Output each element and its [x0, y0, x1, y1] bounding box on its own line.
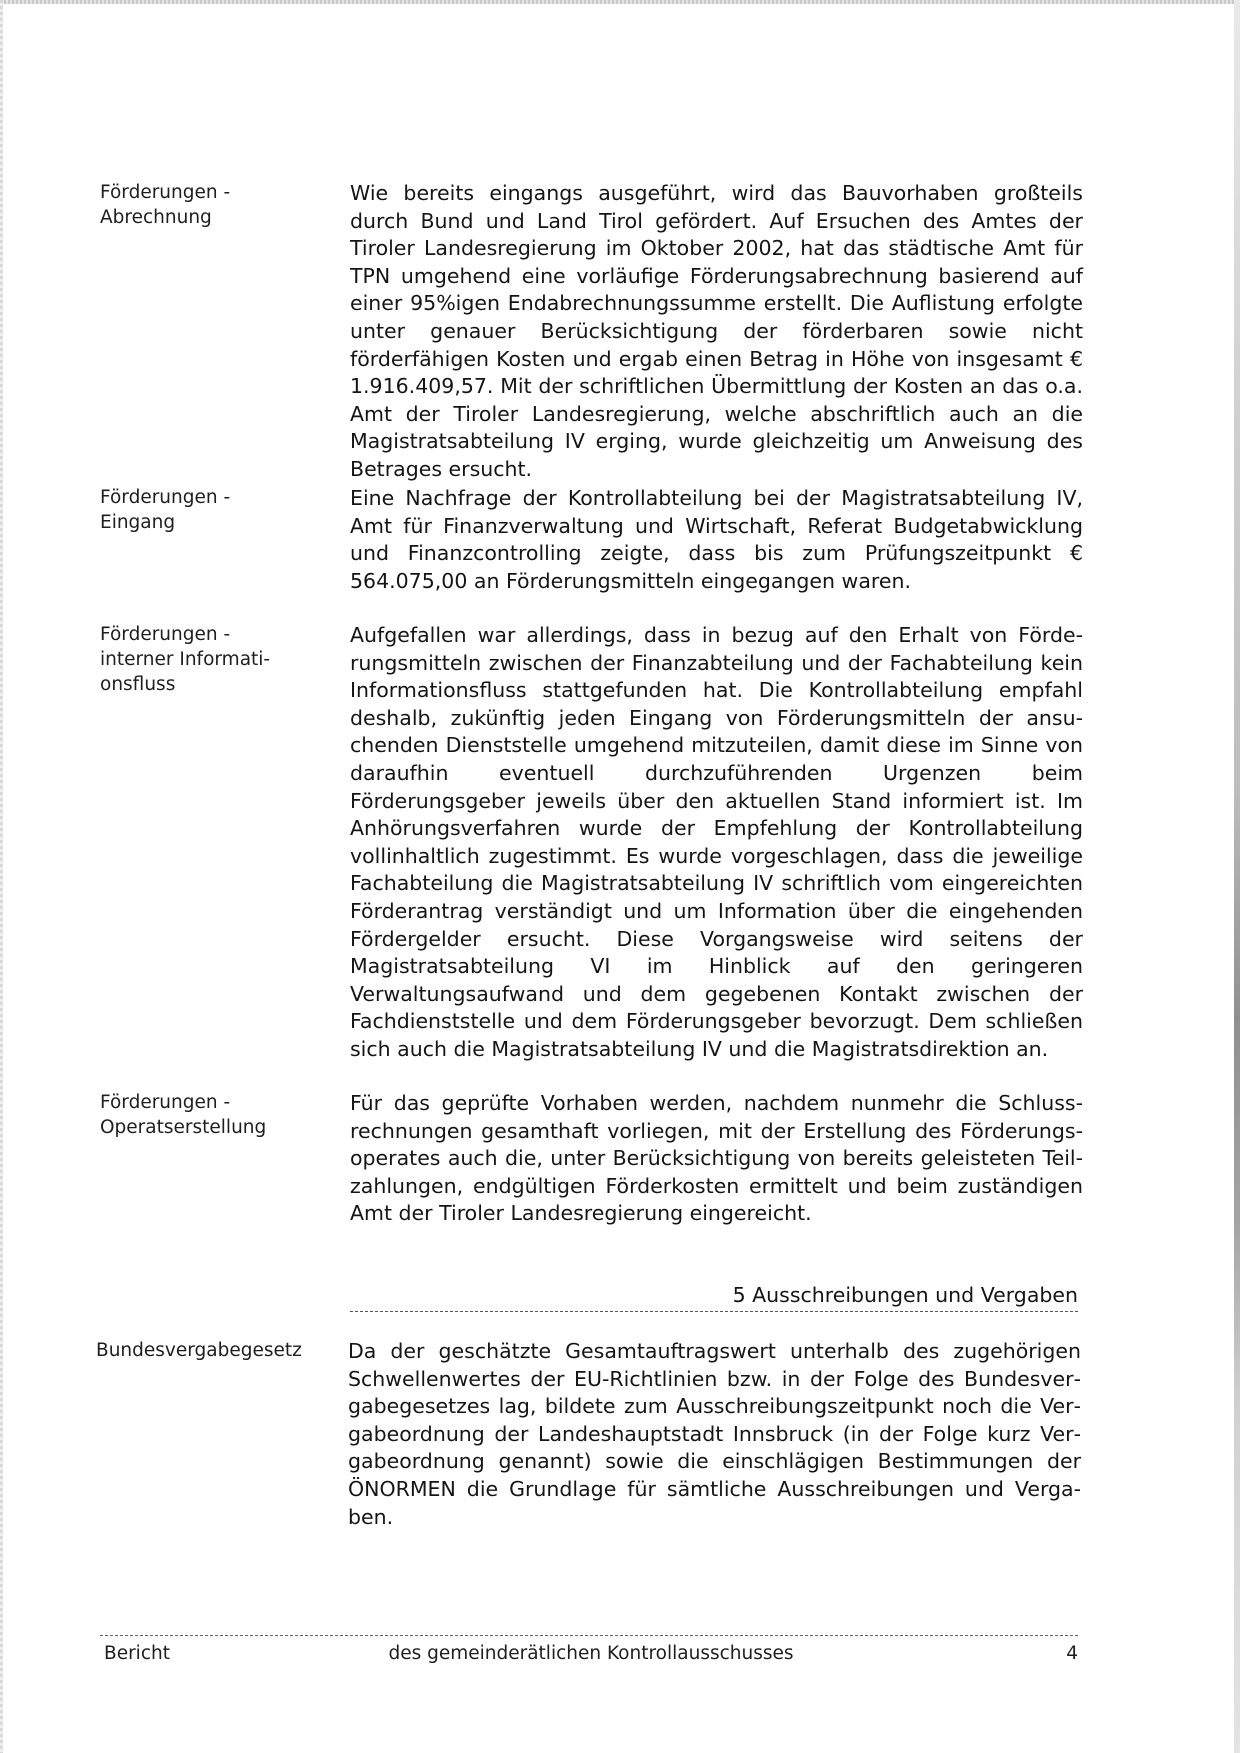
page-footer: [104, 1641, 1078, 1669]
chapter-heading-rule: [350, 1311, 1078, 1312]
paragraph: Aufgefallen war allerdings, dass in bezug auf den Erhalt von Förderungsmitteln zwischen der Finanzabteilung und der Fachabteilung kein Informationsfluss stattgefunden hat. Die Kontrollabteilung empfahl deshalb, zukünftig jeden Eingang von Förderungsmitteln der ansuchenden Dienststelle umgehend mitzuteilen, damit diese im Sinne von daraufhin eventuell durchzuführenden Urgenzen beim Förderungsgeber jeweils über den aktuellen Stand informiert ist. Im Anhörungsverfahren wurde der Empfehlung der Kontrollabteilung vollinhaltlich zugestimmt. Es wurde vorgeschlagen, dass die jeweilige Fachabteilung die Magistratsabteilung IV schriftlich vom eingereichten Förderantrag verständigt und um Information über die eingehenden Fördergelder ersucht. Diese Vorgangsweise wird seitens der Magistratsabteilung VI im Hinblick auf den geringeren Verwaltungsaufwand und dem gegebenen Kontakt zwischen der Fachdienststelle und dem Förderungsgeber bevorzugt. Dem schließen sich auch die Magistratsabteilung IV und die Magistratsdirektion an.: [350, 623, 1083, 1061]
paragraph: Eine Nachfrage der Kontrollabteilung bei der Magistratsabteilung IV, Amt für Finanzverwaltung und Wirtschaft, Referat Budgetabwicklung und Finanzcontrolling zeigte, dass bis zum Prüfungszeitpunkt € 564.075,00 an Förderungsmitteln eingegangen waren.: [350, 486, 1083, 593]
footer-rule: [100, 1635, 1078, 1636]
margin-label: Förderungen - interner Informati- onsfluss: [100, 624, 271, 695]
footer-center-text: des gemeinderätlichen Kontrollausschusses: [388, 1643, 794, 1664]
margin-label: Förderungen - Eingang: [100, 487, 231, 533]
footer-left-text: Bericht: [104, 1643, 170, 1664]
chapter-heading: 5 Ausschreibungen und Vergaben: [732, 1283, 1078, 1307]
margin-label: Förderungen - Operatserstellung: [100, 1092, 267, 1138]
page-number: 4: [1066, 1643, 1078, 1664]
paragraph: Für das geprüfte Vorhaben werden, nachdem nunmehr die Schlussrechnungen gesamthaft vorliegen, mit der Erstellung des Förderungsoperates auch die, unter Berücksichtigung von bereits geleisteten Teilzahlungen, endgültigen Förderkosten ermittelt und beim zuständigen Amt der Tiroler Landesregierung eingereicht.: [350, 1091, 1083, 1226]
margin-label: Förderungen - Abrechnung: [100, 182, 231, 228]
margin-label: Bundesvergabegesetz: [96, 1340, 302, 1361]
paragraph: Wie bereits eingangs ausgeführt, wird das Bauvorhaben großteils durch Bund und Land Tirol gefördert. Auf Ersuchen des Amtes der Tiroler Landesregierung im Oktober 2002, hat das städtische Amt für TPN umgehend eine vorläufige Förderungsabrechnung basierend auf einer 95%igen Endabrechnungssumme erstellt. Die Auflistung erfolgte unter genauer Berücksichtigung der förderbaren sowie nicht förderfähigen Kosten und ergab einen Betrag in Höhe von insgesamt € 1.916.409,57. Mit der schriftlichen Übermittlung der Kosten an das o.a. Amt der Tiroler Landesregierung, welche abschriftlich auch an die Magistratsabteilung IV erging, wurde gleichzeitig um Anweisung des Betrages ersucht.: [350, 181, 1083, 481]
paragraph: Da der geschätzte Gesamtauftragswert unterhalb des zugehörigen Schwellenwertes der EU-Richtlinien bzw. in der Folge des Bundesvergabegesetzes lag, bildete zum Ausschreibungszeitpunkt noch die Vergabeordnung der Landeshauptstadt Innsbruck (in der Folge kurz Vergabeordnung genannt) sowie die einschlägigen Bestimmungen der ÖNORMEN die Grundlage für sämtliche Ausschreibungen und Vergaben.: [348, 1339, 1081, 1529]
